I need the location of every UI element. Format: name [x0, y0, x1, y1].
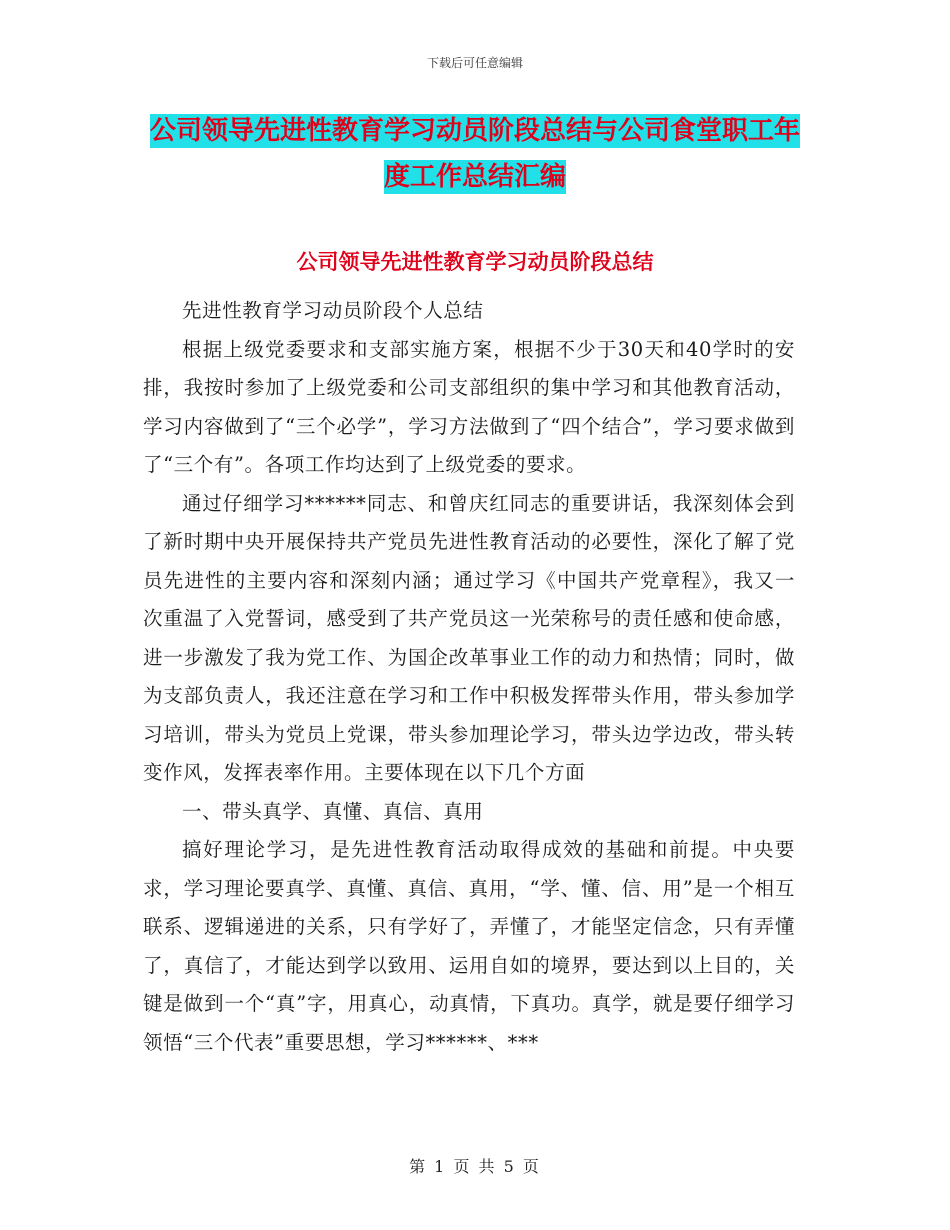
paragraph: 通过仔细学习******同志、和曾庆红同志的重要讲话，我深刻体会到了新时期中央开展保持共产党员先进性教育活动的必要性，深化了解了党员先进性的主要内容和深刻内涵；通过学习《中国共产党章程》，我又一次重温了入党誓词，感受到了共产党员这一光荣称号的责任感和使命感，进一步激发了我为党工作、为国企改革事业工作的动力和热情；同时，做为支部负责人，我还注意在学习和工作中积极发挥带头作用，带头参加学习培训，带头为党员上党课，带头参加理论学习，带头边学边改，带头转变作风，发挥表率作用。主要体现在以下几个方面	[143, 491, 795, 784]
paragraph: 一、带头真学、真懂、真信、真用	[182, 799, 484, 823]
paragraph: 根据上级党委要求和支部实施方案，根据不少于30天和40学时的安排，我按时参加了上级党委和公司支部组织的集中学习和其他教育活动，学习内容做到了“三个必学”，学习方法做到了“四个结合”，学习要求做到了“三个有”。各项工作均达到了上级党委的要求。	[143, 337, 795, 476]
section-title: 公司领导先进性教育学习动员阶段总结	[296, 250, 654, 274]
document-title-text: 公司领导先进性教育学习动员阶段总结与公司食堂职工年度工作总结汇编	[149, 116, 800, 192]
paragraph: 搞好理论学习，是先进性教育活动取得成效的基础和前提。中央要求，学习理论要真学、真懂、真信、真用，“学、懂、信、用”是一个相互联系、逻辑递进的关系，只有学好了，弄懂了，才能坚定信念，只有弄懂了，真信了，才能达到学以致用、运用自如的境界，要达到以上目的，关键是做到一个“真”字，用真心，动真情，下真功。真学，就是要仔细学习领悟“三个代表”重要思想，学习******、***	[143, 838, 795, 1054]
document-body	[143, 292, 795, 1062]
document-title	[140, 108, 810, 200]
page-footer: 第 1 页 共 5 页	[409, 1157, 541, 1176]
paragraph: 先进性教育学习动员阶段个人总结	[182, 299, 484, 322]
header-note: 下载后可任意编辑	[426, 56, 523, 70]
